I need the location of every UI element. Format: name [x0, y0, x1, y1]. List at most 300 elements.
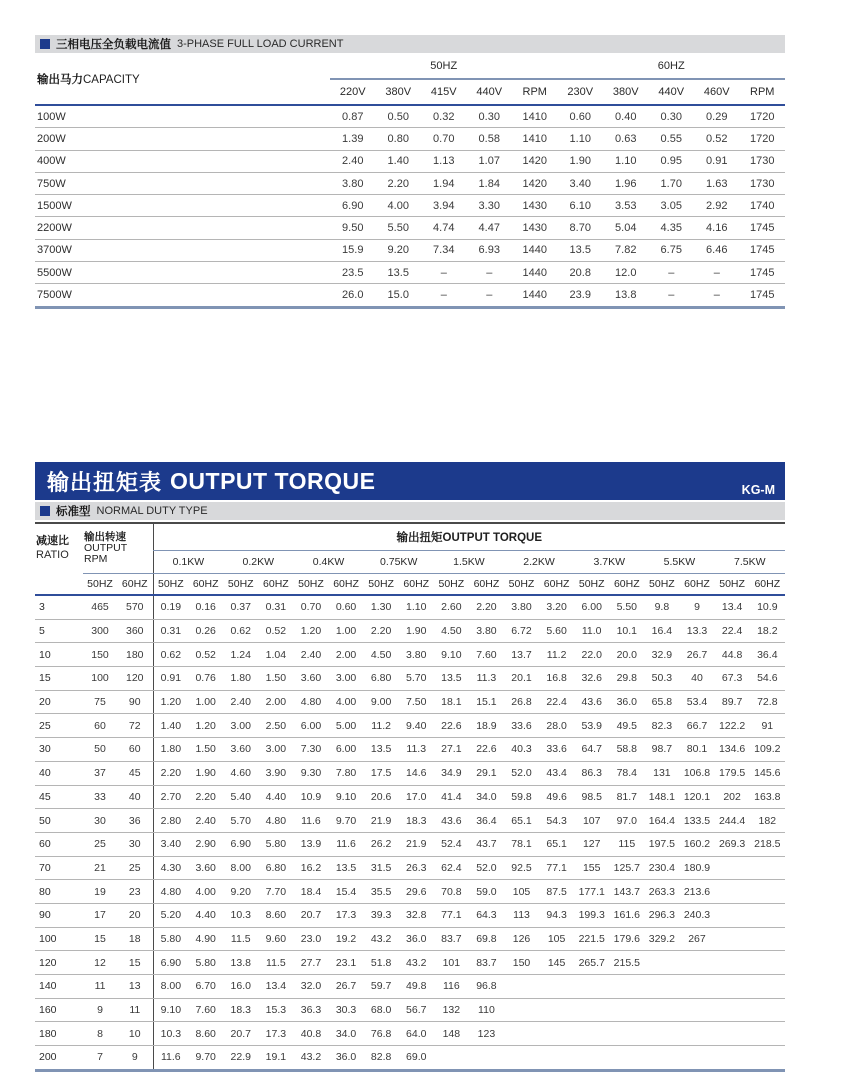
torque-value-cell — [750, 998, 785, 1022]
torque-banner — [35, 462, 785, 500]
torque-value-cell: 1.00 — [188, 690, 223, 714]
current-value-cell: 13.8 — [603, 284, 649, 307]
torque-value-cell: 53.9 — [574, 714, 609, 738]
torque-value-cell — [750, 903, 785, 927]
torque-value-cell: 4.00 — [329, 690, 364, 714]
torque-value-cell: 17.3 — [258, 1022, 293, 1046]
rpm-cell: 465 — [83, 595, 117, 619]
current-value-cell: 1745 — [740, 284, 786, 307]
current-value-cell: 15.0 — [376, 284, 422, 307]
torque-value-cell: 0.26 — [188, 619, 223, 643]
voltage-header-cell: 380V — [376, 79, 422, 105]
torque-value-cell: 21.9 — [364, 809, 399, 833]
freq-header-cell: 60HZ — [188, 574, 223, 596]
torque-value-cell — [574, 975, 609, 999]
torque-value-cell: 2.90 — [188, 832, 223, 856]
torque-value-cell: 0.62 — [153, 643, 188, 667]
ratio-cell: 70 — [35, 856, 83, 880]
torque-value-cell: 16.4 — [644, 619, 679, 643]
current-value-cell: 1745 — [740, 239, 786, 261]
torque-value-cell — [750, 951, 785, 975]
torque-table-row — [35, 1022, 785, 1046]
torque-value-cell: 9.10 — [329, 785, 364, 809]
torque-value-cell: 20.7 — [223, 1022, 258, 1046]
torque-value-cell — [750, 927, 785, 951]
current-value-cell: 6.46 — [694, 239, 740, 261]
rpm-cell: 120 — [117, 667, 153, 691]
torque-value-cell: 70.8 — [434, 880, 469, 904]
torque-value-cell: 36.0 — [609, 690, 644, 714]
current-value-cell: 0.52 — [694, 128, 740, 150]
ratio-cell: 15 — [35, 667, 83, 691]
rpm-cell: 15 — [117, 951, 153, 975]
torque-value-cell: 53.4 — [679, 690, 714, 714]
torque-value-cell: 26.3 — [399, 856, 434, 880]
full-load-current-table — [35, 54, 785, 309]
torque-value-cell — [679, 951, 714, 975]
torque-value-cell: 1.20 — [188, 714, 223, 738]
torque-value-cell — [609, 1022, 644, 1046]
freq-header-cell: 50HZ — [223, 574, 258, 596]
blue-square-icon — [40, 39, 50, 49]
torque-value-cell — [679, 1022, 714, 1046]
torque-value-cell: 5.80 — [258, 832, 293, 856]
torque-value-cell: 9 — [679, 595, 714, 619]
torque-value-cell: 52.4 — [434, 832, 469, 856]
current-value-cell: 1.63 — [694, 172, 740, 194]
current-value-cell: 6.75 — [649, 239, 695, 261]
current-value-cell: 6.90 — [330, 195, 376, 217]
full-load-current-section — [35, 35, 785, 309]
current-value-cell: 0.40 — [603, 105, 649, 128]
torque-value-cell — [679, 1046, 714, 1071]
torque-value-cell: 22.9 — [223, 1046, 258, 1071]
torque-value-cell: 1.40 — [153, 714, 188, 738]
torque-value-cell: 10.9 — [293, 785, 328, 809]
kw-header-cell: 0.4KW — [293, 551, 363, 574]
current-table-row — [35, 105, 785, 128]
torque-value-cell: 43.2 — [399, 951, 434, 975]
torque-value-cell: 56.7 — [399, 998, 434, 1022]
torque-value-cell: 7.60 — [188, 998, 223, 1022]
current-table-row — [35, 150, 785, 172]
torque-table-row — [35, 951, 785, 975]
rpm-cell: 9 — [83, 998, 117, 1022]
ratio-cell: 5 — [35, 619, 83, 643]
current-value-cell: 7.34 — [421, 239, 467, 261]
voltage-header-cell: 220V — [330, 79, 376, 105]
rpm-cell: 19 — [83, 880, 117, 904]
torque-value-cell: 49.6 — [539, 785, 574, 809]
torque-value-cell — [715, 1046, 750, 1071]
torque-value-cell: 134.6 — [715, 738, 750, 762]
torque-value-cell: 19.2 — [329, 927, 364, 951]
torque-value-cell: 125.7 — [609, 856, 644, 880]
torque-value-cell: 13.9 — [293, 832, 328, 856]
torque-value-cell: 177.1 — [574, 880, 609, 904]
rpm-cell: 9 — [117, 1046, 153, 1071]
torque-table-row — [35, 809, 785, 833]
torque-value-cell: 59.8 — [504, 785, 539, 809]
torque-value-cell: 16.2 — [293, 856, 328, 880]
torque-value-cell: 0.76 — [188, 667, 223, 691]
rpm-cell: 570 — [117, 595, 153, 619]
torque-value-cell: 11.6 — [293, 809, 328, 833]
torque-value-cell: 5.70 — [399, 667, 434, 691]
torque-value-cell: 26.7 — [329, 975, 364, 999]
torque-value-cell: 145 — [539, 951, 574, 975]
torque-value-cell: 5.80 — [188, 951, 223, 975]
torque-value-cell: 13.5 — [434, 667, 469, 691]
current-value-cell: 1410 — [512, 105, 558, 128]
freq-header-cell: 50HZ — [293, 574, 328, 596]
ratio-cell: 80 — [35, 880, 83, 904]
torque-value-cell: 31.5 — [364, 856, 399, 880]
kw-header-cell: 7.5KW — [715, 551, 785, 574]
torque-value-cell: 62.4 — [434, 856, 469, 880]
torque-value-cell — [715, 856, 750, 880]
torque-value-cell: 6.90 — [223, 832, 258, 856]
torque-value-cell: 1.90 — [399, 619, 434, 643]
torque-value-cell: 22.6 — [469, 738, 504, 762]
torque-value-cell: 3.80 — [504, 595, 539, 619]
torque-value-cell: 94.3 — [539, 903, 574, 927]
ratio-cell: 160 — [35, 998, 83, 1022]
torque-value-cell: 36.4 — [469, 809, 504, 833]
torque-value-cell: 33.6 — [504, 714, 539, 738]
ratio-header: 减速比 RATIO — [36, 535, 69, 561]
torque-value-cell: 9.60 — [258, 927, 293, 951]
current-value-cell: 3.30 — [467, 195, 513, 217]
torque-value-cell: 5.40 — [223, 785, 258, 809]
rpm-cell: 45 — [117, 761, 153, 785]
torque-value-cell: 244.4 — [715, 809, 750, 833]
torque-value-cell: 10.1 — [609, 619, 644, 643]
torque-value-cell: 82.3 — [644, 714, 679, 738]
torque-value-cell: 1.50 — [258, 667, 293, 691]
torque-value-cell: 2.80 — [153, 809, 188, 833]
freq-group-60hz: 60HZ — [558, 54, 786, 79]
ratio-cell: 140 — [35, 975, 83, 999]
torque-value-cell: 8.60 — [258, 903, 293, 927]
current-value-cell: 1420 — [512, 172, 558, 194]
torque-value-cell: 1.90 — [188, 761, 223, 785]
torque-value-cell: 7.80 — [329, 761, 364, 785]
torque-value-cell: 44.8 — [715, 643, 750, 667]
torque-value-cell — [679, 998, 714, 1022]
torque-value-cell: 2.40 — [223, 690, 258, 714]
torque-value-cell: 65.1 — [539, 832, 574, 856]
torque-value-cell: 9.70 — [329, 809, 364, 833]
current-value-cell: 1.40 — [376, 150, 422, 172]
torque-value-cell: 36.3 — [293, 998, 328, 1022]
current-value-cell: 1745 — [740, 217, 786, 239]
torque-value-cell: 22.4 — [715, 619, 750, 643]
torque-value-cell — [715, 903, 750, 927]
torque-value-cell: 26.7 — [679, 643, 714, 667]
torque-value-cell: 29.1 — [469, 761, 504, 785]
torque-value-cell: 64.3 — [469, 903, 504, 927]
torque-value-cell: 105 — [504, 880, 539, 904]
torque-value-cell: 145.6 — [750, 761, 785, 785]
torque-value-cell: 20.1 — [504, 667, 539, 691]
torque-subtitle-bar — [35, 502, 785, 520]
current-value-cell: 13.5 — [558, 239, 604, 261]
torque-value-cell: 26.2 — [364, 832, 399, 856]
torque-value-cell: 109.2 — [750, 738, 785, 762]
torque-value-cell — [504, 1022, 539, 1046]
freq-header-cell: 60HZ — [750, 574, 785, 596]
current-value-cell: 1430 — [512, 195, 558, 217]
torque-value-cell — [644, 975, 679, 999]
torque-value-cell: 8.00 — [223, 856, 258, 880]
rpm-cell: 40 — [117, 785, 153, 809]
rpm-cell: 11 — [117, 998, 153, 1022]
torque-value-cell: 11.5 — [258, 951, 293, 975]
torque-value-cell: 5.70 — [223, 809, 258, 833]
torque-value-cell: 148 — [434, 1022, 469, 1046]
torque-value-cell: 32.0 — [293, 975, 328, 999]
torque-value-cell: 15.1 — [469, 690, 504, 714]
ratio-cell: 30 — [35, 738, 83, 762]
current-value-cell: 1.10 — [558, 128, 604, 150]
torque-value-cell: 2.70 — [153, 785, 188, 809]
torque-value-cell: 116 — [434, 975, 469, 999]
ratio-cell: 50 — [35, 809, 83, 833]
torque-value-cell: 11.2 — [539, 643, 574, 667]
rpm-cell: 30 — [83, 809, 117, 833]
torque-value-cell: 0.62 — [223, 619, 258, 643]
rpm-cell: 300 — [83, 619, 117, 643]
torque-value-cell: 122.2 — [715, 714, 750, 738]
torque-value-cell: 132 — [434, 998, 469, 1022]
torque-value-cell — [750, 1046, 785, 1071]
torque-value-cell — [469, 1046, 504, 1071]
torque-value-cell: 11.6 — [153, 1046, 188, 1071]
torque-value-cell: 23.1 — [329, 951, 364, 975]
rpm-cell: 75 — [83, 690, 117, 714]
current-value-cell: 1440 — [512, 262, 558, 284]
current-value-cell: 1730 — [740, 150, 786, 172]
torque-value-cell: 296.3 — [644, 903, 679, 927]
torque-value-cell: 50.3 — [644, 667, 679, 691]
torque-value-cell: 107 — [574, 809, 609, 833]
torque-value-cell: 0.31 — [153, 619, 188, 643]
torque-value-cell: 11.3 — [399, 738, 434, 762]
torque-value-cell: 329.2 — [644, 927, 679, 951]
torque-value-cell — [609, 975, 644, 999]
torque-value-cell: 43.2 — [293, 1046, 328, 1071]
ratio-cell: 45 — [35, 785, 83, 809]
torque-value-cell: 81.7 — [609, 785, 644, 809]
freq-header-cell: 50HZ — [434, 574, 469, 596]
torque-value-cell: 4.40 — [188, 903, 223, 927]
torque-value-cell: 72.8 — [750, 690, 785, 714]
torque-value-cell: 6.72 — [504, 619, 539, 643]
torque-value-cell: 267 — [679, 927, 714, 951]
current-value-cell: 20.8 — [558, 262, 604, 284]
current-value-cell: 1420 — [512, 150, 558, 172]
ratio-cell: 20 — [35, 690, 83, 714]
frequency-header-row — [35, 574, 785, 596]
current-value-cell: 2.20 — [376, 172, 422, 194]
torque-value-cell: 160.2 — [679, 832, 714, 856]
torque-value-cell: 3.80 — [399, 643, 434, 667]
torque-value-cell: 32.6 — [574, 667, 609, 691]
freq-header-cell: 60HZ — [329, 574, 364, 596]
torque-table-row — [35, 643, 785, 667]
current-value-cell: 1.13 — [421, 150, 467, 172]
torque-value-cell: 43.2 — [364, 927, 399, 951]
torque-value-cell: 5.80 — [153, 927, 188, 951]
torque-value-cell — [434, 1046, 469, 1071]
torque-value-cell: 17.5 — [364, 761, 399, 785]
torque-value-cell: 2.50 — [258, 714, 293, 738]
torque-value-cell: 78.4 — [609, 761, 644, 785]
torque-value-cell: 18.3 — [399, 809, 434, 833]
freq-header-cell: 50HZ — [715, 574, 750, 596]
torque-value-cell: 97.0 — [609, 809, 644, 833]
torque-value-cell: 4.80 — [293, 690, 328, 714]
current-value-cell: – — [421, 262, 467, 284]
current-value-cell: 3.53 — [603, 195, 649, 217]
torque-value-cell: 106.8 — [679, 761, 714, 785]
rpm-cell: 36 — [117, 809, 153, 833]
current-value-cell: 13.5 — [376, 262, 422, 284]
torque-value-cell: 18.3 — [223, 998, 258, 1022]
torque-value-cell: 161.6 — [609, 903, 644, 927]
torque-value-cell: 32.8 — [399, 903, 434, 927]
torque-value-cell: 163.8 — [750, 785, 785, 809]
torque-value-cell: 0.16 — [188, 595, 223, 619]
torque-value-cell: 6.00 — [329, 738, 364, 762]
torque-value-cell — [539, 1046, 574, 1071]
current-value-cell: 6.93 — [467, 239, 513, 261]
rpm-cell: 30 — [117, 832, 153, 856]
torque-table-row — [35, 714, 785, 738]
torque-table-row — [35, 975, 785, 999]
torque-value-cell: 69.8 — [469, 927, 504, 951]
torque-value-cell: 20.0 — [609, 643, 644, 667]
torque-value-cell: 4.00 — [188, 880, 223, 904]
torque-value-cell: 9.10 — [153, 998, 188, 1022]
torque-value-cell — [504, 998, 539, 1022]
torque-value-cell: 0.52 — [188, 643, 223, 667]
torque-value-cell: 43.4 — [539, 761, 574, 785]
torque-value-cell: 33.6 — [539, 738, 574, 762]
current-value-cell: 1740 — [740, 195, 786, 217]
current-value-cell: 3.94 — [421, 195, 467, 217]
torque-value-cell: 54.3 — [539, 809, 574, 833]
freq-header-cell: 50HZ — [574, 574, 609, 596]
torque-value-cell: 6.00 — [293, 714, 328, 738]
torque-value-cell: 0.19 — [153, 595, 188, 619]
current-value-cell: 0.30 — [649, 105, 695, 128]
torque-table-row — [35, 619, 785, 643]
torque-value-cell: 40.8 — [293, 1022, 328, 1046]
freq-group-50hz: 50HZ — [330, 54, 558, 79]
torque-value-cell: 120.1 — [679, 785, 714, 809]
current-value-cell: 9.50 — [330, 217, 376, 239]
torque-value-cell: 1.24 — [223, 643, 258, 667]
torque-value-cell — [715, 951, 750, 975]
torque-value-cell: 150 — [504, 951, 539, 975]
torque-value-cell: 22.0 — [574, 643, 609, 667]
ratio-cell: 180 — [35, 1022, 83, 1046]
torque-value-cell: 3.00 — [258, 738, 293, 762]
rpm-cell: 37 — [83, 761, 117, 785]
torque-value-cell: 6.70 — [188, 975, 223, 999]
current-value-cell: 26.0 — [330, 284, 376, 307]
torque-value-cell: 155 — [574, 856, 609, 880]
capacity-cell: 7500W — [35, 284, 330, 307]
current-value-cell: 2.40 — [330, 150, 376, 172]
torque-value-cell: 2.20 — [469, 595, 504, 619]
torque-table-row — [35, 1046, 785, 1071]
torque-value-cell — [574, 1046, 609, 1071]
rpm-cell: 23 — [117, 880, 153, 904]
current-value-cell: 1720 — [740, 128, 786, 150]
torque-value-cell: 4.40 — [258, 785, 293, 809]
voltage-header-cell: 460V — [694, 79, 740, 105]
torque-value-cell: 19.1 — [258, 1046, 293, 1071]
torque-value-cell: 64.7 — [574, 738, 609, 762]
freq-header-cell: 60HZ — [539, 574, 574, 596]
current-value-cell: 23.9 — [558, 284, 604, 307]
torque-value-cell: 39.3 — [364, 903, 399, 927]
voltage-header-cell: 230V — [558, 79, 604, 105]
torque-value-cell: 2.40 — [188, 809, 223, 833]
torque-value-cell: 3.00 — [223, 714, 258, 738]
rpm-cell: 25 — [83, 832, 117, 856]
torque-value-cell: 115 — [609, 832, 644, 856]
output-torque-section — [35, 462, 785, 1072]
current-value-cell: 5.50 — [376, 217, 422, 239]
rpm-cell: 13 — [117, 975, 153, 999]
torque-table-row — [35, 903, 785, 927]
rpm-cell: 150 — [83, 643, 117, 667]
torque-value-cell: 82.8 — [364, 1046, 399, 1071]
torque-value-cell: 269.3 — [715, 832, 750, 856]
voltage-header-cell: 440V — [649, 79, 695, 105]
rpm-cell: 100 — [83, 667, 117, 691]
current-title-zh: 三相电压全负载电流值 — [56, 39, 171, 51]
torque-table-row — [35, 927, 785, 951]
rpm-cell: 60 — [117, 738, 153, 762]
torque-value-cell: 76.8 — [364, 1022, 399, 1046]
current-value-cell: 0.60 — [558, 105, 604, 128]
rpm-cell: 18 — [117, 927, 153, 951]
torque-value-cell: 77.1 — [539, 856, 574, 880]
torque-value-cell: 83.7 — [469, 951, 504, 975]
torque-value-cell: 9.8 — [644, 595, 679, 619]
torque-value-cell: 180.9 — [679, 856, 714, 880]
current-value-cell: 4.35 — [649, 217, 695, 239]
torque-value-cell: 9.70 — [188, 1046, 223, 1071]
torque-value-cell: 17.0 — [399, 785, 434, 809]
current-value-cell: 23.5 — [330, 262, 376, 284]
torque-banner-zh: 输出扭矩表 — [47, 469, 163, 495]
current-table-row — [35, 239, 785, 261]
torque-value-cell: 83.7 — [434, 927, 469, 951]
torque-value-cell: 34.9 — [434, 761, 469, 785]
torque-value-cell: 4.50 — [434, 619, 469, 643]
torque-value-cell: 43.6 — [574, 690, 609, 714]
torque-value-cell: 4.80 — [153, 880, 188, 904]
current-value-cell: 7.82 — [603, 239, 649, 261]
torque-value-cell: 34.0 — [469, 785, 504, 809]
torque-value-cell: 123 — [469, 1022, 504, 1046]
